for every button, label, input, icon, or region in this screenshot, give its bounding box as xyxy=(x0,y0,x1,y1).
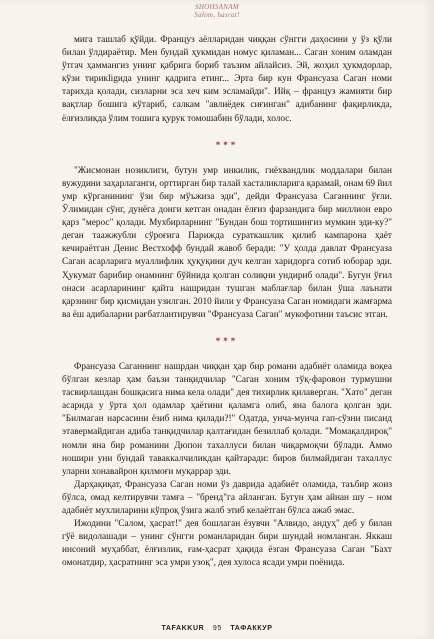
paragraph: "Жисмонан нозиклиги, бутун умр инкилик, гиёхвандлик моддалари билан вужудини заҳарлаганги, орттирган бир талай хасталикларига қарамай, онам 69 йил умр кўрганининг ўзи бир мўъжиза эди", дейди Франсуаза Саганнинг ўғли. Ўлимидан сўнг, дунёга донги кетган онадан ёлғиз фарзандига бир миллион евро қарз "мерос" қолади. Мухбирларнинг "Бундан бош тортишингиз мумкин эди-ку?" деган таажжубли сўроғига Парижда сураткашлик қилиб кампарона ҳаёт кечираётган Денис Вестхофф бундай жавоб беради: "У ҳолда давлат Франсуаза Саган асарларига муаллифлик ҳуқуқини дуч келган харидорга сотиб юборар эди. Ҳукумат барибир онамнинг бўйнида қолган солиқни ундириб олади". Бугун ўғил онаси асарларининг қайта нашридан тушган маблағлар билан ўша лаънати қарзнинг бир қисмидан узилган. 2010 йили у Франсуаза Саган номидаги жамғарма ва ёш адибаларни рағбатлантирувчи "Франсуаза Саган" мукофотини таъсис этган. xyxy=(62,165,392,320)
running-header xyxy=(0,3,434,19)
footer-magazine-latin: TAFAKKUR xyxy=(161,625,205,632)
paragraph: Франсуаза Саганнинг нашрдан чиққан ҳар бир романи адабиёт оламида воқеа бўлган кезлар ҳам баъзи танқидчилар "Саган хоним тўқ-фаровон турмушни тасвирлашдан бошқасига нима кела олади" дея тихирлик қилаверган. "Хато" деган асарида у ўрта ҳол одамлар ҳаётини қаламга олиб, яна балога қолган эди. "Билмаган нарсасини ёзиб нима қилади?!" Одатда, унча-мунча гап-сўзни писанд этавермайдиган адиба танқидчилар қалтағидан безиллаб қолади. "Момақалдироқ" номли яна бир романини Дюпон тахаллуси билан чиқармоқчи бўлади. Аммо ношири уни бундай таваккалчиликдан қайтаради: биров билмайдиган тахаллус уларни хонавайрон қилмоғи муқаррар эди. xyxy=(62,361,392,477)
page-footer xyxy=(0,625,434,632)
page-number: 95 xyxy=(212,625,222,632)
header-subtitle: Salom, hasrat! xyxy=(194,11,240,19)
paragraph: Дарҳақиқат, Франсуаза Саган номи ўз даврида адабиёт оламида, таъбир жоиз бўлса, омад келтирувчи тамға – "бренд"га айланган. Бугун ҳам айнан шу – ном адабиёт мухлиларини кўпроқ ўзига жалб этиб келаётган бўлса ажаб эмас. xyxy=(62,479,392,516)
paragraph: мига ташлаб қўйди. Француз аёлларидан чиққан сўнгги даҳосини у ўз қўли билан ўлдираётир. Мен бундай ҳукмидан номус қиламан... Саган хоним оламдан ўтгач ҳаммангиз унинг қабрига бориб таъзим айлайсиз. Эй, жоҳил ҳукмдорлар, кўзи тирикligида унинг қадрига етинг... Эрта бир кун Франсуаза Саган номи тарихда қолади, сизларни эса хеч ким эсламайди". Ийқ – француз жамияти бир вақтлар бошига кўтариб, салкам "авлиёдек сиғинган" адибанинг фақирликда, ёлғизликда ўлим тошига қурук томошабин бўлади, холос. xyxy=(62,35,392,124)
section-separator: *** xyxy=(215,335,239,346)
footer-magazine-cyrillic: ТАФАККУР xyxy=(230,625,273,632)
header-title: SHOHSANAM xyxy=(195,3,239,11)
article-body xyxy=(62,34,392,570)
paragraph: Ижодини "Салом, ҳасрат!" дея бошлаган ёзувчи "Алвидо, андуҳ" деб у билан гўё видолашади – унинг сўнгги романларидан бири шундай номланган. Яккаш инсоний муҳаббат, ёлғизлик, ғам-ҳасрат ҳақида ёзган Франсуаза Саган "Бахт омонатдир, ҳасратнинг эса умри узоқ", дея хулоса ясади умри поёнида. xyxy=(62,519,392,569)
section-separator: *** xyxy=(215,139,239,150)
